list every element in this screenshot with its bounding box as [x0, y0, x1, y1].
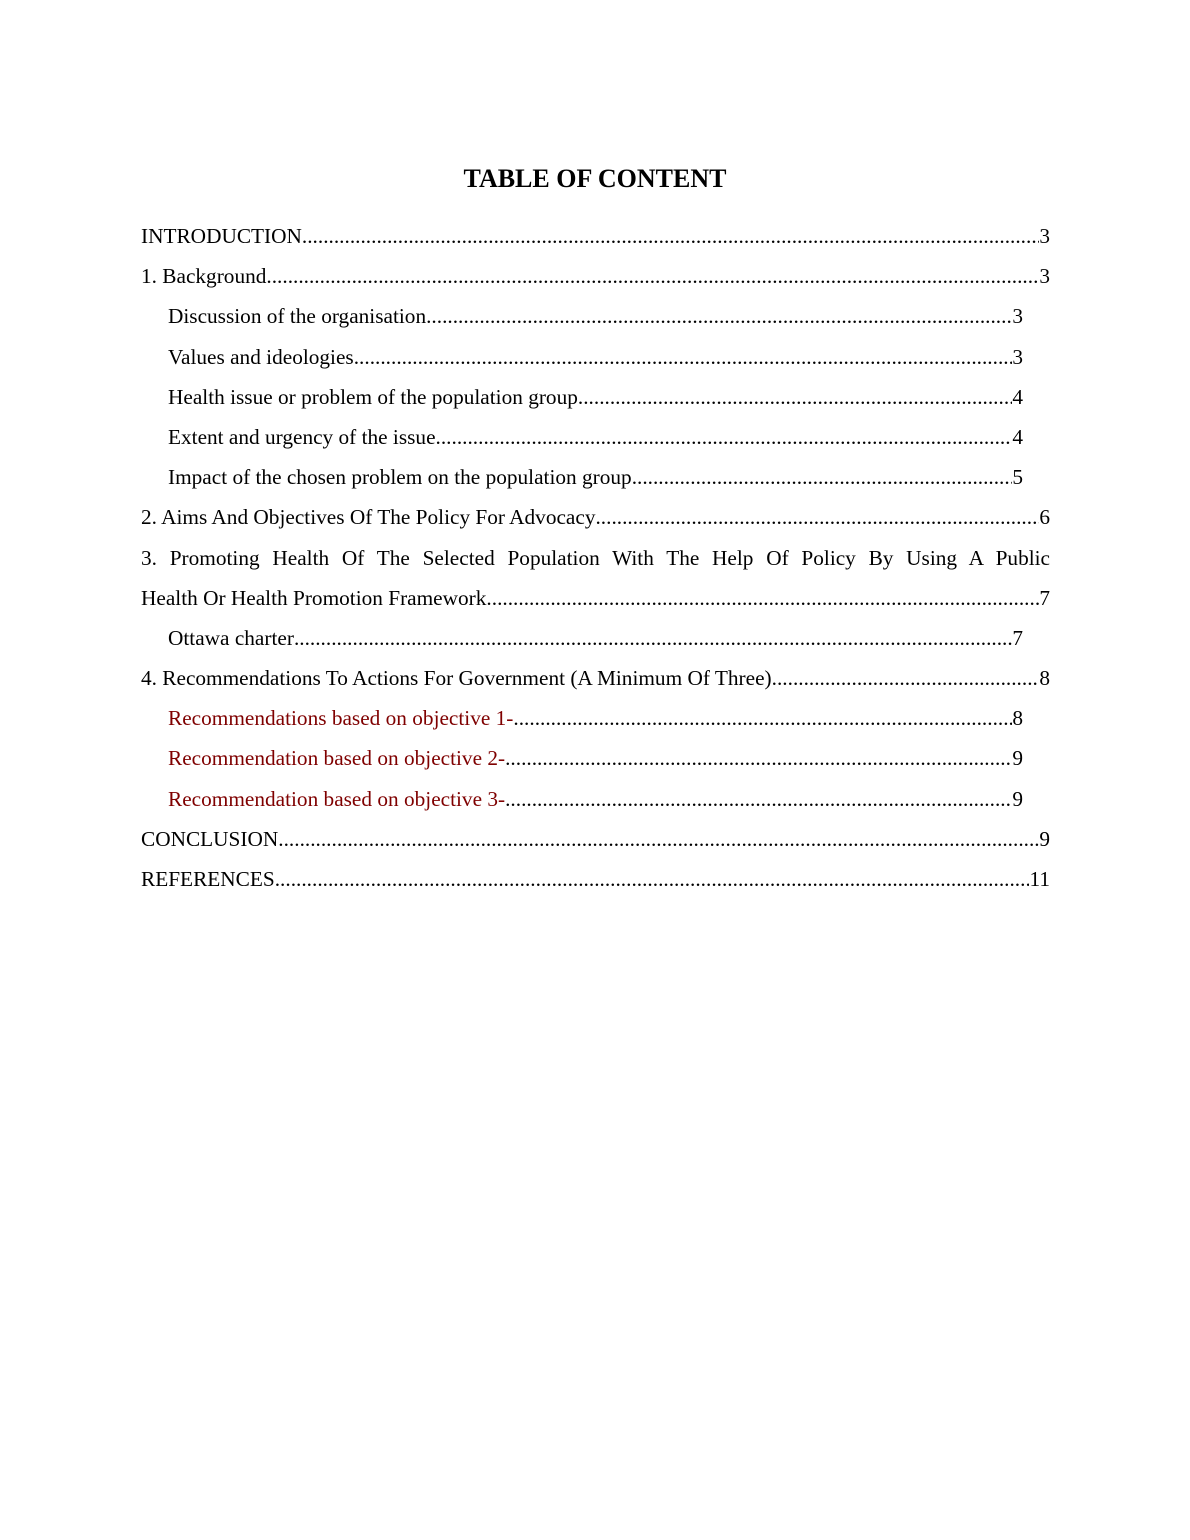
toc-entry-ottawa-charter[interactable] — [168, 618, 1023, 658]
dot-leader — [632, 457, 1013, 497]
dot-leader — [772, 658, 1040, 698]
toc-entry-label: 1. Background — [141, 264, 267, 289]
dot-leader — [436, 417, 1013, 457]
dot-leader — [486, 578, 1039, 618]
toc-entry-label-line-2-row — [141, 578, 1050, 618]
toc-entry-health-issue[interactable] — [168, 377, 1023, 417]
toc-entry-label-line-1: 3. Promoting Health Of The Selected Population With The Help Of Policy By Using A Public — [141, 545, 1050, 570]
toc-entry-label: Health issue or problem of the population group — [168, 384, 578, 409]
dot-leader — [302, 216, 1039, 256]
toc-entry-label: Ottawa charter — [168, 625, 294, 650]
toc-entry-values-and-ideologies[interactable] — [168, 337, 1023, 377]
toc-entry-recommendations-to-government[interactable] — [141, 658, 1050, 698]
dot-leader — [278, 819, 1039, 859]
dot-leader — [595, 497, 1039, 537]
toc-page-number: 7 — [1012, 625, 1023, 650]
dot-leader — [505, 738, 1012, 778]
toc-entry-recommendation-objective-2[interactable] — [168, 738, 1023, 778]
toc-page-number: 9 — [1012, 786, 1023, 811]
dot-leader — [294, 618, 1012, 658]
dot-leader — [275, 859, 1030, 899]
table-of-contents — [141, 216, 1050, 899]
toc-entry-label: Recommendations based on objective 1- — [168, 706, 514, 731]
toc-entry-impact-of-problem[interactable] — [168, 457, 1023, 497]
toc-entry-label: 4. Recommendations To Actions For Government (A Minimum Of Three) — [141, 666, 772, 691]
toc-page-number: 7 — [1039, 585, 1050, 610]
dot-leader — [505, 779, 1012, 819]
toc-entry-label: Discussion of the organisation — [168, 304, 427, 329]
toc-entry-label: Recommendation based on objective 3- — [168, 786, 506, 811]
dot-leader — [354, 337, 1013, 377]
toc-entry-label: Recommendation based on objective 2- — [168, 746, 506, 771]
toc-page-number: 5 — [1012, 465, 1023, 490]
toc-page-number: 11 — [1029, 867, 1050, 891]
toc-entry-background[interactable] — [141, 256, 1050, 296]
page-title: TABLE OF CONTENT — [463, 164, 727, 193]
dot-leader — [513, 698, 1012, 738]
toc-page-number: 3 — [1012, 344, 1023, 369]
toc-entry-promoting-health[interactable] — [141, 538, 1050, 618]
dot-leader — [426, 296, 1012, 336]
toc-entry-label: Extent and urgency of the issue — [168, 424, 436, 449]
toc-entry-references[interactable] — [141, 859, 1050, 899]
toc-entry-label-line-2: Health Or Health Promotion Framework — [141, 585, 487, 610]
toc-page-number: 3 — [1012, 304, 1023, 329]
toc-page-number: 4 — [1012, 424, 1023, 449]
dot-leader — [578, 377, 1012, 417]
toc-entry-recommendation-objective-1[interactable] — [168, 698, 1023, 738]
toc-entry-extent-and-urgency[interactable] — [168, 417, 1023, 457]
toc-entry-aims-and-objectives[interactable] — [141, 497, 1050, 537]
toc-entry-conclusion[interactable] — [141, 819, 1050, 859]
toc-page-number: 6 — [1039, 505, 1050, 530]
toc-page-number: 3 — [1039, 264, 1050, 289]
toc-entry-label: REFERENCES — [141, 867, 275, 891]
toc-entry-label: Values and ideologies — [168, 344, 354, 369]
toc-entry-discussion-of-organisation[interactable] — [168, 296, 1023, 336]
toc-page-number: 3 — [1039, 224, 1050, 248]
toc-entry-introduction[interactable] — [141, 216, 1050, 256]
toc-page-number: 8 — [1039, 666, 1050, 691]
toc-page-number: 8 — [1012, 706, 1023, 731]
toc-entry-label: 2. Aims And Objectives Of The Policy For Advocacy — [141, 505, 596, 530]
toc-page-number: 9 — [1039, 826, 1050, 851]
toc-page-number: 4 — [1012, 384, 1023, 409]
toc-entry-label: CONCLUSION — [141, 826, 279, 851]
toc-entry-recommendation-objective-3[interactable] — [168, 779, 1023, 819]
toc-entry-label: INTRODUCTION — [141, 224, 302, 248]
dot-leader — [266, 256, 1039, 296]
toc-page-number: 9 — [1012, 746, 1023, 771]
toc-entry-label: Impact of the chosen problem on the population group — [168, 465, 632, 490]
